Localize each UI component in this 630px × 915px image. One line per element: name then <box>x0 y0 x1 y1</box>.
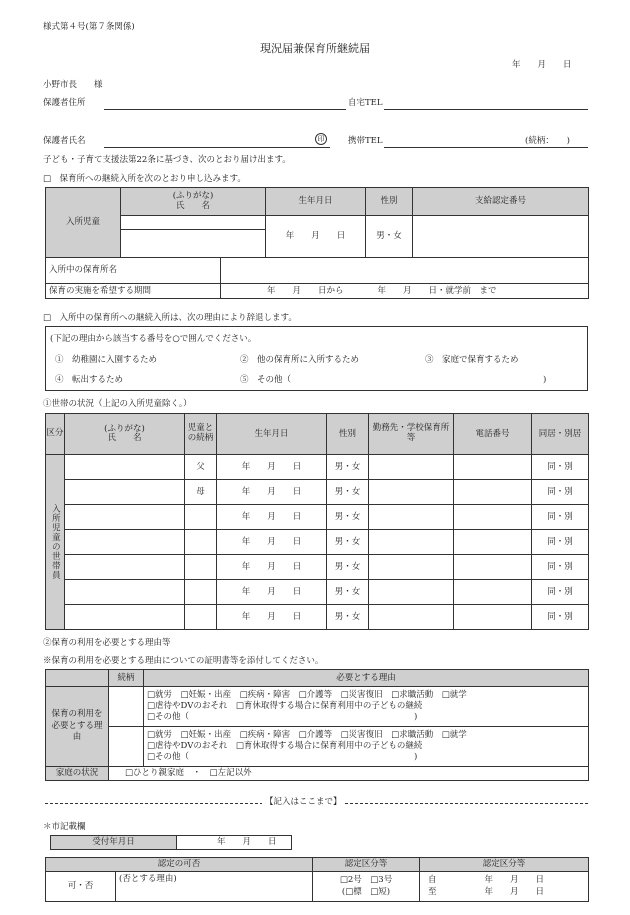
hh-gender[interactable]: 男・女 <box>327 505 369 530</box>
hh-birthdate[interactable]: 年 月 日 <box>217 605 327 630</box>
hh-relation[interactable]: 父 <box>185 455 217 480</box>
table-row <box>46 530 589 555</box>
hh-work[interactable] <box>369 530 454 555</box>
hh-living-header: 同居・別居 <box>532 414 589 455</box>
hh-gender[interactable]: 男・女 <box>327 480 369 505</box>
reasons-note: ※保育の利用を必要とする理由についての証明書等を添付してください。 <box>43 656 324 666</box>
hh-gender[interactable]: 男・女 <box>327 580 369 605</box>
hh-gender[interactable]: 男・女 <box>327 605 369 630</box>
reason-instruction: (下記の理由から該当する番号を○で囲んでください。 <box>50 334 257 344</box>
hh-relation[interactable] <box>185 555 217 580</box>
reasons-relation-header: 続柄 <box>109 670 144 687</box>
hh-relation[interactable] <box>185 580 217 605</box>
table-row <box>46 480 589 505</box>
hh-work-header: 勤務先・学校保育所等 <box>369 414 454 455</box>
current-nursery-field[interactable] <box>221 258 589 284</box>
home-tel-label: 自宅TEL <box>348 98 383 108</box>
reason-4[interactable]: ④ 転出するため <box>55 375 124 385</box>
reason-options-1[interactable]: □就労 □妊娠・出産 □疾病・障害 □介護等 □災害復旧 □求職活動 □就学 □虐待やDVのおそれ □育休取得する場合に保育利用中の子どもの継続 □その他（ ) <box>144 687 589 727</box>
office-title: ＊市記載欄 <box>43 822 86 832</box>
mobile-tel-field[interactable] <box>384 147 588 148</box>
received-table <box>50 835 292 850</box>
hh-relation[interactable] <box>185 605 217 630</box>
hh-work[interactable] <box>369 455 454 480</box>
table-row <box>46 555 589 580</box>
child-table <box>45 187 589 299</box>
approval-header: 認定の可否 <box>46 858 313 872</box>
hh-furigana-name-header: (ふりがな) 氏 名 <box>65 414 185 455</box>
hh-name-field[interactable] <box>65 530 185 555</box>
hh-gender[interactable]: 男・女 <box>327 455 369 480</box>
approval-value[interactable]: 可・否 <box>46 872 116 902</box>
address-label: 保護者住所 <box>43 98 86 108</box>
hh-birthdate[interactable]: 年 月 日 <box>217 580 327 605</box>
hh-living[interactable]: 同・別 <box>532 530 589 555</box>
family-status-options[interactable]: □ひとり親家庭 ・ □左記以外 <box>109 767 589 781</box>
child-name-field[interactable] <box>121 230 266 258</box>
section1-title: □ 保育所への継続入所を次のとおり申し込みます。 <box>43 174 246 184</box>
hh-living[interactable]: 同・別 <box>532 455 589 480</box>
hh-work[interactable] <box>369 580 454 605</box>
hh-name-field[interactable] <box>65 480 185 505</box>
reason-relation-1[interactable] <box>109 687 144 727</box>
received-label: 受付年月日 <box>51 836 177 850</box>
kubun-header: 区分 <box>46 414 65 455</box>
form-number: 様式第４号(第７条関係) <box>43 22 135 32</box>
desired-period-label: 保育の実施を希望する期間 <box>46 284 221 299</box>
reason-row-label: 保育の利用を必要とする理由 <box>46 687 109 767</box>
hh-relation[interactable]: 母 <box>185 480 217 505</box>
reasons-blank-header <box>46 670 109 687</box>
hh-gender[interactable]: 男・女 <box>327 530 369 555</box>
hh-work[interactable] <box>369 480 454 505</box>
hh-relation-header: 児童との続柄 <box>185 414 217 455</box>
reason-options-2[interactable]: □就労 □妊娠・出産 □疾病・障害 □介護等 □災害復旧 □求職活動 □就学 □虐待やDVのおそれ □育休取得する場合に保育利用中の子どもの継続 □その他（ ) <box>144 727 589 767</box>
address-field[interactable] <box>104 109 346 110</box>
hh-name-field[interactable] <box>65 580 185 605</box>
period-dates[interactable]: 自 年 月 日 至 年 月 日 <box>420 872 589 902</box>
home-tel-field[interactable] <box>384 109 588 110</box>
hh-phone[interactable] <box>454 530 532 555</box>
relation-label: (続柄： ) <box>525 136 570 146</box>
hh-name-field[interactable] <box>65 455 185 480</box>
hh-living[interactable]: 同・別 <box>532 580 589 605</box>
denial-reason[interactable]: (否とする理由) <box>116 872 313 902</box>
hh-gender-header: 性別 <box>327 414 369 455</box>
hh-birth-header: 生年月日 <box>217 414 327 455</box>
reason-5[interactable]: ⑤ その他（ <box>240 375 292 385</box>
hh-name-field[interactable] <box>65 555 185 580</box>
hh-work[interactable] <box>369 555 454 580</box>
mobile-tel-label: 携帯TEL <box>348 136 383 146</box>
hh-phone[interactable] <box>454 480 532 505</box>
hh-relation[interactable] <box>185 530 217 555</box>
table-row <box>46 580 589 605</box>
hh-birthdate[interactable]: 年 月 日 <box>217 555 327 580</box>
household-side-label: 入所児童の世帯員 <box>46 455 65 630</box>
category-options[interactable]: □2号 □3号 (□標 □短) <box>313 872 420 902</box>
hh-phone[interactable] <box>454 580 532 605</box>
addressee: 小野市長 様 <box>43 80 103 90</box>
reason-2[interactable]: ② 他の保育所に入所するため <box>240 355 360 365</box>
hh-birthdate[interactable]: 年 月 日 <box>217 455 327 480</box>
child-gender[interactable]: 男・女 <box>366 216 413 258</box>
hh-work[interactable] <box>369 505 454 530</box>
intro-text: 子ども・子育て支援法第22条に基づき、次のとおり届け出ます。 <box>43 155 291 165</box>
gender-header: 性別 <box>366 188 413 216</box>
page-title: 現況届兼保育所継続届 <box>260 42 370 55</box>
hh-relation[interactable] <box>185 505 217 530</box>
table-row <box>46 505 589 530</box>
hh-phone[interactable] <box>454 455 532 480</box>
birthdate-header: 生年月日 <box>266 188 366 216</box>
guardian-name-label: 保護者氏名 <box>43 136 86 146</box>
seal-mark: 印 <box>315 133 327 145</box>
hh-living[interactable]: 同・別 <box>532 605 589 630</box>
hh-living[interactable]: 同・別 <box>532 505 589 530</box>
hh-phone-header: 電話番号 <box>454 414 532 455</box>
hh-name-field[interactable] <box>65 605 185 630</box>
reason-1[interactable]: ① 幼稚園に入園するため <box>55 355 158 365</box>
furigana-name-header: (ふりがな) 氏 名 <box>121 188 266 216</box>
hh-living[interactable]: 同・別 <box>532 480 589 505</box>
child-label: 入所児童 <box>46 188 121 258</box>
family-status-label: 家庭の状況 <box>46 767 109 781</box>
child-birthdate[interactable]: 年 月 日 <box>266 216 366 258</box>
reasons-title: ②保育の利用を必要とする理由等 <box>43 638 171 648</box>
hh-phone[interactable] <box>454 505 532 530</box>
hh-phone[interactable] <box>454 605 532 630</box>
hh-gender[interactable]: 男・女 <box>327 555 369 580</box>
child-cert-number[interactable] <box>413 216 589 258</box>
hh-work[interactable] <box>369 605 454 630</box>
table-row <box>46 605 589 630</box>
category-header-2: 認定区分等 <box>420 858 589 872</box>
date-line: 年 月 日 <box>512 60 572 70</box>
hh-birthdate[interactable]: 年 月 日 <box>217 530 327 555</box>
child-furigana-field[interactable] <box>121 216 266 230</box>
hh-name-field[interactable] <box>65 505 185 530</box>
household-title: ①世帯の状況（上記の入所児童除く。） <box>43 399 192 409</box>
desired-period-value[interactable]: 年 月 日から 年 月 日・就学前 まで <box>221 284 589 299</box>
reasons-reason-header: 必要とする理由 <box>144 670 589 687</box>
hh-living[interactable]: 同・別 <box>532 555 589 580</box>
household-table <box>45 413 589 630</box>
divider-text: 【記入はここまで】 <box>262 797 345 808</box>
section2-title: □ 入所中の保育所への継続入所は、次の理由により辞退します。 <box>43 313 297 323</box>
hh-phone[interactable] <box>454 555 532 580</box>
reason-5-close: ) <box>543 375 547 385</box>
current-nursery-label: 入所中の保育所名 <box>46 258 221 284</box>
approval-table <box>45 857 589 902</box>
reason-3[interactable]: ③ 家庭で保育するため <box>425 355 519 365</box>
guardian-name-field[interactable] <box>104 147 330 148</box>
category-header: 認定区分等 <box>313 858 420 872</box>
received-value[interactable]: 年 月 日 <box>177 836 292 850</box>
hh-birthdate[interactable]: 年 月 日 <box>217 505 327 530</box>
cert-number-header: 支給認定番号 <box>413 188 589 216</box>
reason-relation-2[interactable] <box>109 727 144 767</box>
table-row <box>46 455 589 480</box>
reasons-table <box>45 669 589 781</box>
hh-birthdate[interactable]: 年 月 日 <box>217 480 327 505</box>
